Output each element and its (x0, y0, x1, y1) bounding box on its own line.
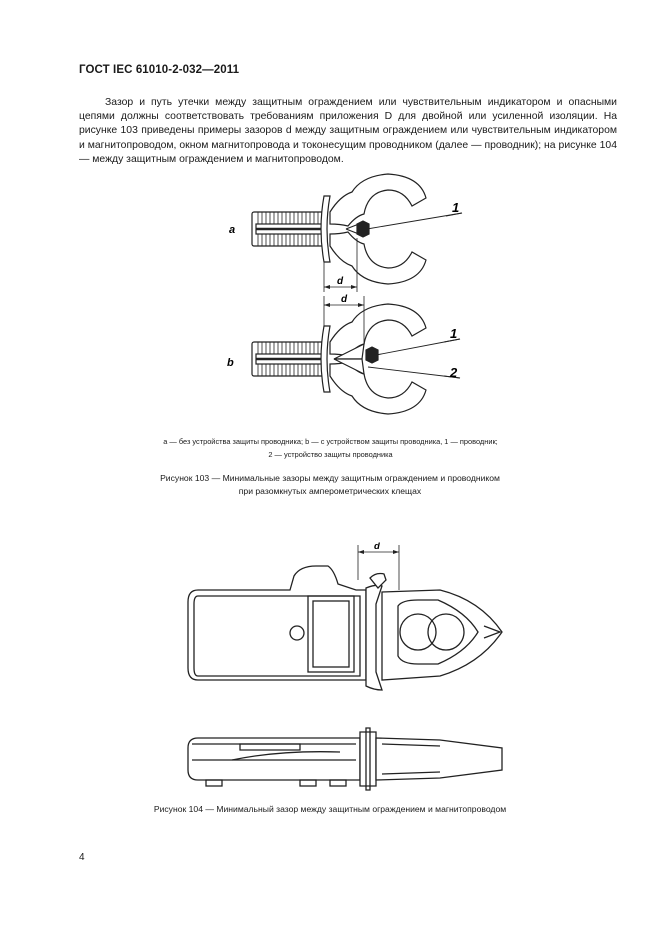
label-1-b: 1 (450, 326, 458, 341)
clamp-a (252, 174, 462, 292)
legend-line-1: a — без устройства защиты проводника; b — с устройством защиты проводника, 1 — проводник; (163, 437, 498, 446)
label-a: a (229, 224, 236, 236)
legend-line-2: 2 — устройство защиты проводника (268, 449, 393, 459)
figure-103-legend (100, 436, 561, 461)
label-d-b: d (341, 294, 348, 305)
figure-104-title-text: Рисунок 104 — Минимальный зазор между защитным ограждением и магнитопроводом (153, 804, 507, 814)
figure-103-title-line-1: Рисунок 103 — Минимальные зазоры между защитным ограждением и проводником (160, 473, 500, 483)
label-d-a: d (337, 276, 344, 287)
label-b: b (227, 357, 234, 369)
clamp-b (252, 296, 460, 414)
body-paragraph: Зазор и путь утечки между защитным ограждением или чувствительным индикатором и опасными цепями должны соответствовать требованиям приложения D для двойной или усиленной изоляции. На рисунке 103 приведены примеры зазоров d между защитным ограждением или чувствительным индикатором и магнитопроводом, окном магнитопровода и токонесущим проводником (далее — проводник); на рисунке 104 — между защитным ограждением и магнитопроводом. (79, 97, 617, 165)
figure-103-title (80, 472, 580, 497)
document-header: ГОСТ IEC 61010-2-032—2011 (79, 64, 240, 76)
figure-104-drawing (188, 545, 502, 790)
page-number: 4 (79, 852, 85, 863)
label-2: 2 (450, 365, 458, 380)
label-d-104: d (374, 541, 380, 552)
figure-103-title-line-2: при разомкнутых амперометрических клещах (238, 485, 422, 496)
figure-104-title (80, 803, 580, 816)
label-1-a: 1 (452, 200, 460, 215)
